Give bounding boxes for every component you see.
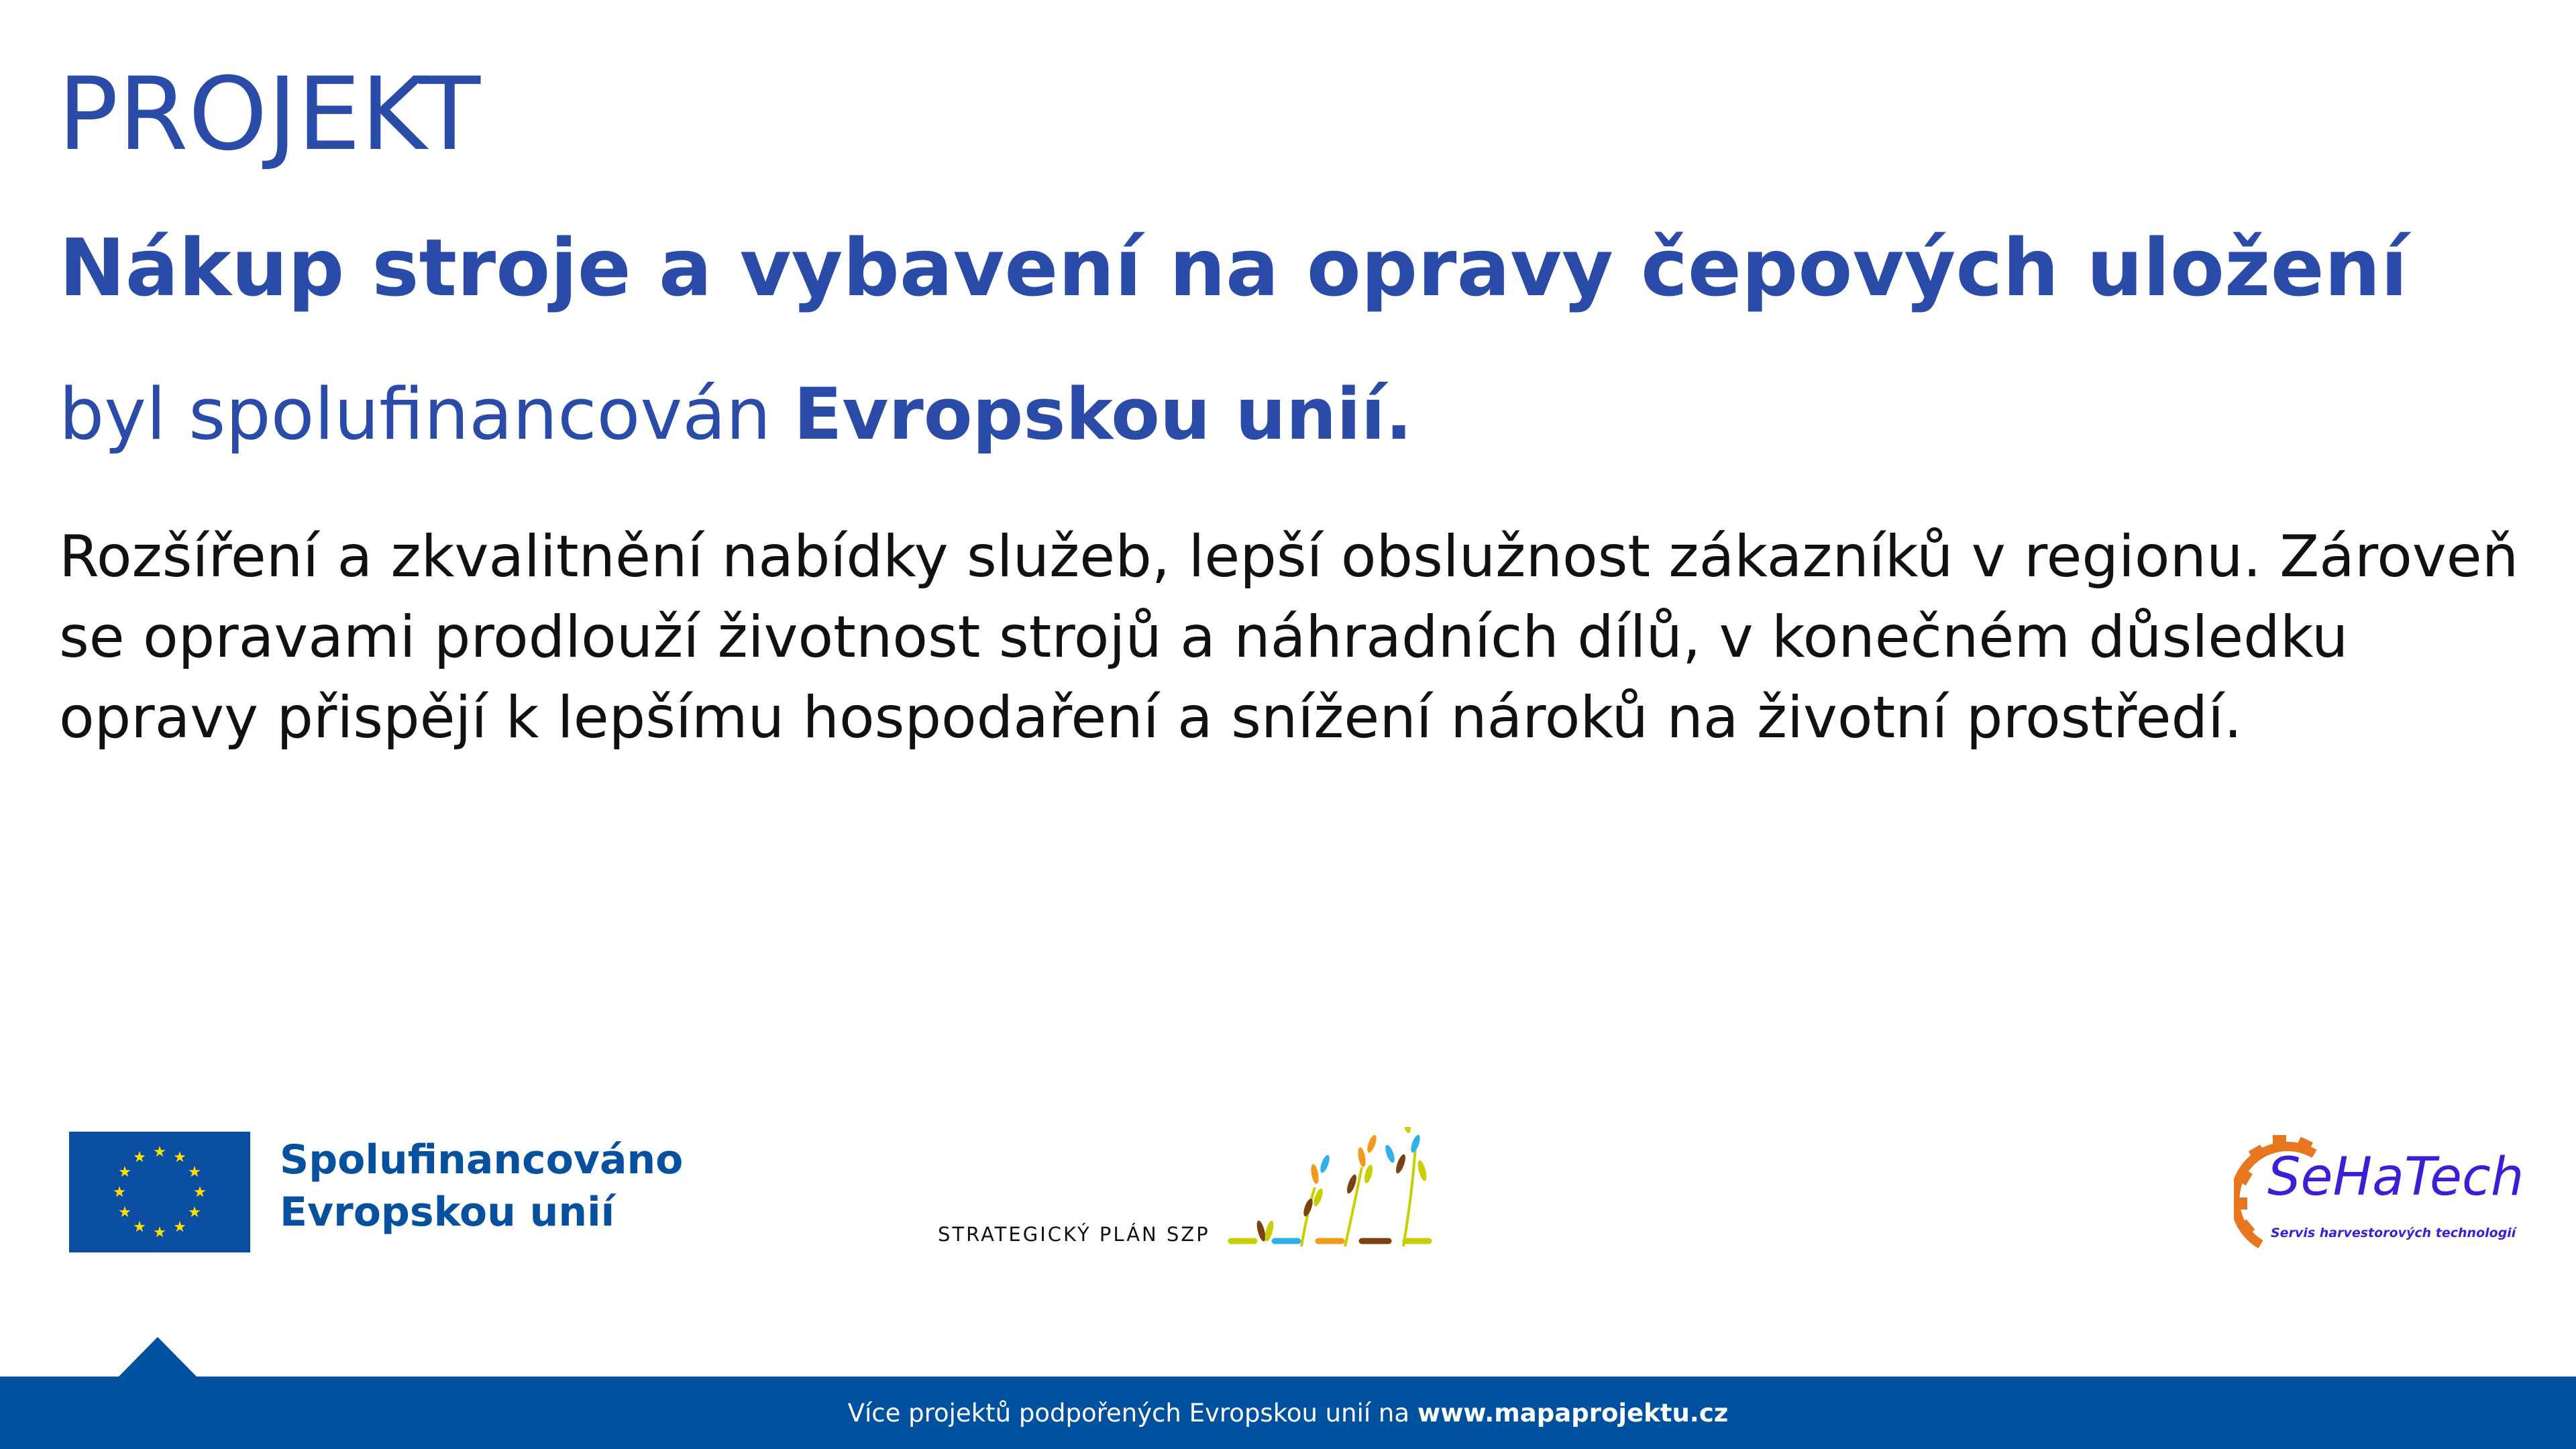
star-icon xyxy=(154,1146,165,1157)
footer-link[interactable]: www.mapaprojektu.cz xyxy=(1417,1398,1729,1428)
footer-bar xyxy=(0,1377,2576,1449)
star-icon xyxy=(119,1166,131,1177)
star-icon xyxy=(194,1186,205,1197)
star-icon xyxy=(154,1226,165,1237)
subtitle-bold: Evropskou unií. xyxy=(793,373,1413,455)
footer-text: Více projektů podpořených Evropskou unií na xyxy=(847,1398,1410,1428)
star-icon xyxy=(189,1206,200,1217)
sehatech-name: SeHaTech xyxy=(2267,1147,2524,1208)
subtitle-prefix: byl spolufinancován xyxy=(59,373,771,455)
star-icon xyxy=(174,1151,185,1162)
star-icon xyxy=(174,1221,185,1232)
szp-logo-text: STRATEGICKÝ PLÁN SZP xyxy=(938,1223,1210,1246)
project-description: Rozšíření a zkvalitnění nabídky služeb, lepší obslužnost zákazníků v regionu. Zároveň se opravami prodlouží životnost strojů a náhradních dílů, v konečném důsledku opravy přispějí k lepšímu hospodaření a snížení nároků na životní prostředí. xyxy=(59,523,2519,751)
szp-plants-icon xyxy=(1228,1127,1523,1250)
star-icon xyxy=(133,1221,145,1232)
cofinanced-subtitle xyxy=(59,373,1413,455)
star-icon xyxy=(113,1186,125,1197)
eu-text-line1: Spolufinancováno xyxy=(280,1136,684,1183)
star-icon xyxy=(133,1151,145,1162)
eu-flag-icon xyxy=(69,1132,250,1252)
star-icon xyxy=(119,1206,131,1217)
section-label: PROJEKT xyxy=(58,56,481,173)
sehatech-tagline: Servis harvestorových technologií xyxy=(2271,1226,2516,1240)
footer-pointer xyxy=(118,1337,197,1377)
eu-cofinanced-logo-text xyxy=(280,1134,683,1238)
project-title: Nákup stroje a vybavení na opravy čepových uložení xyxy=(59,221,2408,314)
eu-text-line2: Evropskou unií xyxy=(280,1189,615,1236)
star-icon xyxy=(189,1166,200,1177)
sehatech-logo xyxy=(2234,1134,2524,1251)
